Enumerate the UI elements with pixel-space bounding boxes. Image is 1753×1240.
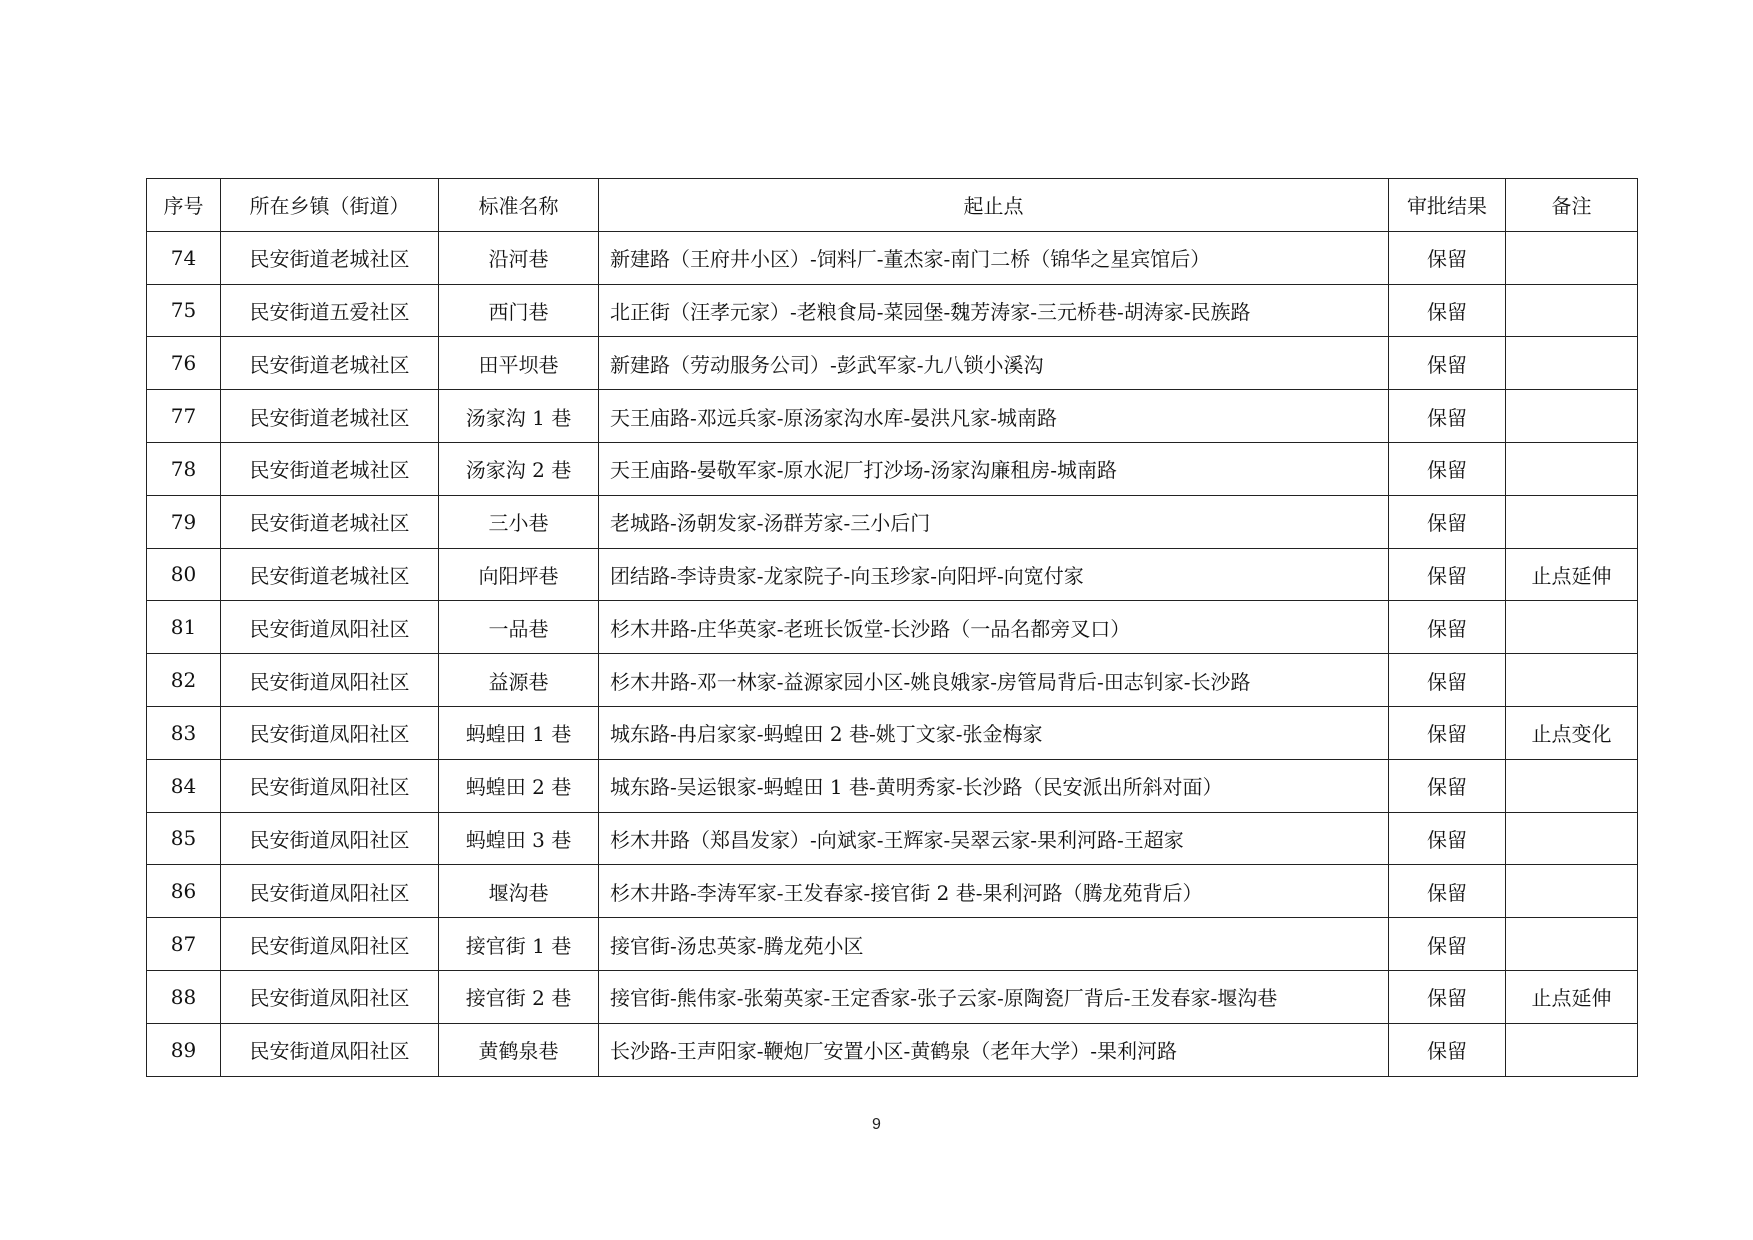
table-header-row bbox=[147, 179, 1638, 232]
table-row bbox=[147, 759, 1638, 812]
cell-standard-name: 向阳坪巷 bbox=[439, 548, 599, 601]
cell-start-end-points: 杉木井路（郑昌发家）-向斌家-王辉家-吴翠云家-果利河路-王超家 bbox=[599, 812, 1389, 865]
cell-standard-name: 蚂蝗田 1 巷 bbox=[439, 706, 599, 759]
cell-start-end-points: 城东路-吴运银家-蚂蝗田 1 巷-黄明秀家-长沙路（民安派出所斜对面） bbox=[599, 759, 1389, 812]
cell-approval-result: 保留 bbox=[1389, 442, 1506, 495]
cell-start-end-points: 天王庙路-晏敬军家-原水泥厂打沙场-汤家沟廉租房-城南路 bbox=[599, 442, 1389, 495]
cell-remarks bbox=[1506, 865, 1638, 918]
table-row bbox=[147, 337, 1638, 390]
cell-approval-result: 保留 bbox=[1389, 284, 1506, 337]
cell-standard-name: 沿河巷 bbox=[439, 231, 599, 284]
table-row bbox=[147, 390, 1638, 443]
table-row bbox=[147, 1023, 1638, 1076]
cell-approval-result: 保留 bbox=[1389, 1023, 1506, 1076]
cell-township: 民安街道凤阳社区 bbox=[221, 918, 439, 971]
cell-start-end-points: 团结路-李诗贵家-龙家院子-向玉珍家-向阳坪-向宽付家 bbox=[599, 548, 1389, 601]
header-start-end-points: 起止点 bbox=[599, 179, 1389, 232]
table-row bbox=[147, 865, 1638, 918]
cell-standard-name: 汤家沟 2 巷 bbox=[439, 442, 599, 495]
cell-township: 民安街道凤阳社区 bbox=[221, 654, 439, 707]
cell-serial-number: 81 bbox=[147, 601, 221, 654]
cell-serial-number: 86 bbox=[147, 865, 221, 918]
cell-standard-name: 一品巷 bbox=[439, 601, 599, 654]
cell-township: 民安街道凤阳社区 bbox=[221, 970, 439, 1023]
cell-serial-number: 76 bbox=[147, 337, 221, 390]
table-row bbox=[147, 442, 1638, 495]
cell-start-end-points: 杉木井路-李涛军家-王发春家-接官街 2 巷-果利河路（腾龙苑背后） bbox=[599, 865, 1389, 918]
cell-standard-name: 蚂蝗田 2 巷 bbox=[439, 759, 599, 812]
cell-serial-number: 75 bbox=[147, 284, 221, 337]
cell-remarks: 止点延伸 bbox=[1506, 970, 1638, 1023]
cell-serial-number: 85 bbox=[147, 812, 221, 865]
cell-remarks: 止点延伸 bbox=[1506, 548, 1638, 601]
cell-serial-number: 83 bbox=[147, 706, 221, 759]
cell-serial-number: 77 bbox=[147, 390, 221, 443]
cell-serial-number: 79 bbox=[147, 495, 221, 548]
cell-standard-name: 田平坝巷 bbox=[439, 337, 599, 390]
header-township: 所在乡镇（街道） bbox=[221, 179, 439, 232]
cell-start-end-points: 天王庙路-邓远兵家-原汤家沟水库-晏洪凡家-城南路 bbox=[599, 390, 1389, 443]
cell-remarks bbox=[1506, 231, 1638, 284]
cell-remarks bbox=[1506, 918, 1638, 971]
cell-serial-number: 84 bbox=[147, 759, 221, 812]
cell-approval-result: 保留 bbox=[1389, 759, 1506, 812]
header-serial-number: 序号 bbox=[147, 179, 221, 232]
cell-township: 民安街道老城社区 bbox=[221, 442, 439, 495]
cell-approval-result: 保留 bbox=[1389, 654, 1506, 707]
road-approval-table bbox=[146, 178, 1638, 1077]
cell-remarks bbox=[1506, 390, 1638, 443]
cell-serial-number: 82 bbox=[147, 654, 221, 707]
cell-approval-result: 保留 bbox=[1389, 865, 1506, 918]
table-row bbox=[147, 706, 1638, 759]
cell-township: 民安街道老城社区 bbox=[221, 495, 439, 548]
cell-standard-name: 三小巷 bbox=[439, 495, 599, 548]
cell-start-end-points: 城东路-冉启家家-蚂蝗田 2 巷-姚丁文家-张金梅家 bbox=[599, 706, 1389, 759]
cell-remarks bbox=[1506, 812, 1638, 865]
table-row bbox=[147, 970, 1638, 1023]
table-row bbox=[147, 654, 1638, 707]
cell-approval-result: 保留 bbox=[1389, 970, 1506, 1023]
cell-serial-number: 89 bbox=[147, 1023, 221, 1076]
cell-approval-result: 保留 bbox=[1389, 706, 1506, 759]
cell-remarks bbox=[1506, 284, 1638, 337]
cell-start-end-points: 新建路（劳动服务公司）-彭武军家-九八锁小溪沟 bbox=[599, 337, 1389, 390]
cell-start-end-points: 杉木井路-庄华英家-老班长饭堂-长沙路（一品名都旁叉口） bbox=[599, 601, 1389, 654]
cell-approval-result: 保留 bbox=[1389, 231, 1506, 284]
cell-township: 民安街道凤阳社区 bbox=[221, 601, 439, 654]
cell-start-end-points: 北正街（汪孝元家）-老粮食局-菜园堡-魏芳涛家-三元桥巷-胡涛家-民族路 bbox=[599, 284, 1389, 337]
cell-start-end-points: 新建路（王府井小区）-饲料厂-董杰家-南门二桥（锦华之星宾馆后） bbox=[599, 231, 1389, 284]
cell-township: 民安街道凤阳社区 bbox=[221, 759, 439, 812]
cell-standard-name: 接官街 1 巷 bbox=[439, 918, 599, 971]
cell-remarks bbox=[1506, 337, 1638, 390]
cell-township: 民安街道老城社区 bbox=[221, 337, 439, 390]
cell-remarks bbox=[1506, 654, 1638, 707]
cell-approval-result: 保留 bbox=[1389, 495, 1506, 548]
table-body bbox=[147, 231, 1638, 1076]
cell-remarks bbox=[1506, 495, 1638, 548]
table-row bbox=[147, 495, 1638, 548]
cell-standard-name: 西门巷 bbox=[439, 284, 599, 337]
cell-remarks bbox=[1506, 1023, 1638, 1076]
cell-township: 民安街道凤阳社区 bbox=[221, 1023, 439, 1076]
cell-township: 民安街道老城社区 bbox=[221, 231, 439, 284]
table-row bbox=[147, 231, 1638, 284]
cell-start-end-points: 长沙路-王声阳家-鞭炮厂安置小区-黄鹤泉（老年大学）-果利河路 bbox=[599, 1023, 1389, 1076]
cell-approval-result: 保留 bbox=[1389, 337, 1506, 390]
table-row bbox=[147, 548, 1638, 601]
cell-township: 民安街道凤阳社区 bbox=[221, 706, 439, 759]
cell-approval-result: 保留 bbox=[1389, 390, 1506, 443]
cell-standard-name: 汤家沟 1 巷 bbox=[439, 390, 599, 443]
cell-township: 民安街道凤阳社区 bbox=[221, 865, 439, 918]
table-row bbox=[147, 284, 1638, 337]
cell-serial-number: 78 bbox=[147, 442, 221, 495]
cell-serial-number: 88 bbox=[147, 970, 221, 1023]
cell-township: 民安街道老城社区 bbox=[221, 548, 439, 601]
cell-standard-name: 接官街 2 巷 bbox=[439, 970, 599, 1023]
header-remarks: 备注 bbox=[1506, 179, 1638, 232]
cell-township: 民安街道老城社区 bbox=[221, 390, 439, 443]
cell-township: 民安街道凤阳社区 bbox=[221, 812, 439, 865]
cell-remarks bbox=[1506, 759, 1638, 812]
cell-standard-name: 堰沟巷 bbox=[439, 865, 599, 918]
cell-serial-number: 80 bbox=[147, 548, 221, 601]
cell-serial-number: 87 bbox=[147, 918, 221, 971]
cell-approval-result: 保留 bbox=[1389, 812, 1506, 865]
header-approval-result: 审批结果 bbox=[1389, 179, 1506, 232]
cell-start-end-points: 杉木井路-邓一林家-益源家园小区-姚良娥家-房管局背后-田志钊家-长沙路 bbox=[599, 654, 1389, 707]
header-standard-name: 标准名称 bbox=[439, 179, 599, 232]
cell-approval-result: 保留 bbox=[1389, 918, 1506, 971]
cell-approval-result: 保留 bbox=[1389, 601, 1506, 654]
cell-township: 民安街道五爱社区 bbox=[221, 284, 439, 337]
table-row bbox=[147, 601, 1638, 654]
table-row bbox=[147, 812, 1638, 865]
cell-serial-number: 74 bbox=[147, 231, 221, 284]
cell-standard-name: 蚂蝗田 3 巷 bbox=[439, 812, 599, 865]
cell-standard-name: 益源巷 bbox=[439, 654, 599, 707]
cell-start-end-points: 老城路-汤朝发家-汤群芳家-三小后门 bbox=[599, 495, 1389, 548]
cell-remarks: 止点变化 bbox=[1506, 706, 1638, 759]
table-row bbox=[147, 918, 1638, 971]
cell-remarks bbox=[1506, 442, 1638, 495]
cell-start-end-points: 接官街-熊伟家-张菊英家-王定香家-张子云家-原陶瓷厂背后-王发春家-堰沟巷 bbox=[599, 970, 1389, 1023]
cell-standard-name: 黄鹤泉巷 bbox=[439, 1023, 599, 1076]
cell-remarks bbox=[1506, 601, 1638, 654]
cell-approval-result: 保留 bbox=[1389, 548, 1506, 601]
page-number: 9 bbox=[872, 1116, 881, 1133]
cell-start-end-points: 接官街-汤忠英家-腾龙苑小区 bbox=[599, 918, 1389, 971]
